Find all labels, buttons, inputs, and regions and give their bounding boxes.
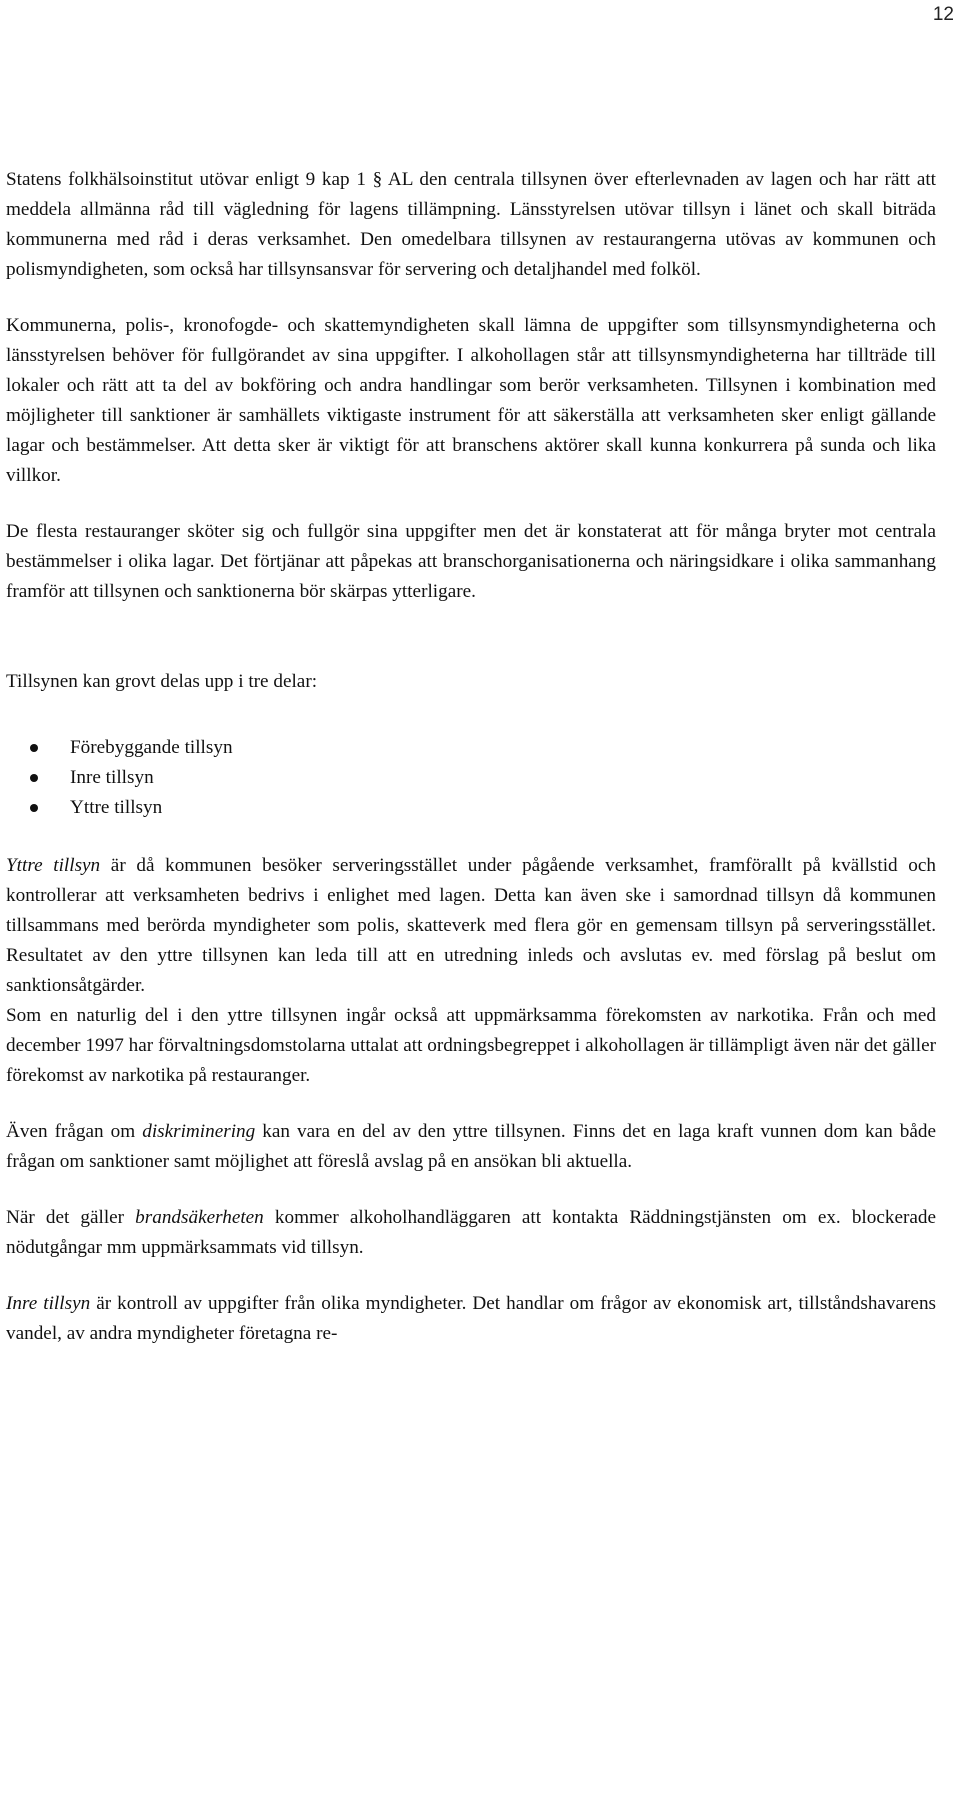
bullet-icon <box>30 804 38 812</box>
paragraph-text: kan vara en del av den yttre tillsynen. Finns det en laga kraft vunnen dom kan både frågan om sanktioner samt möjlighet att föreslå avslag på en ansökan bli aktuella. <box>6 1121 936 1172</box>
paragraph-external-supervision <box>6 851 936 1001</box>
paragraph-restaurant-compliance: De flesta restauranger sköter sig och fullgör sina uppgifter men det är konstaterat att för många bryter mot centrala bestämmelser i olika lagar. Det förtjänar att påpekas att branschorganisationerna och näringsidkare i olika sammanhang framför att tillsynen och sanktionerna bör skärpas ytterligare. <box>6 521 936 602</box>
paragraph-text: AL den centrala tillsynen över efterlevnaden av lagen och har rätt att meddela allmänna råd till vägledning för lagens tillämpning. Länsstyrelsen utövar tillsyn i länet och skall biträda kommunerna med råd i deras verksamhet. Den omedelbara tillsynen av restaurangerna utövas av kommunen och polismyndigheten, som också har tillsynsansvar för servering och detaljhandel med folköl. <box>6 169 936 280</box>
paragraph-internal-supervision <box>6 1289 936 1349</box>
paragraph-text: kommer alkoholhandläggaren att kontakta Räddningstjänsten om ex. blockerade nödutgångar mm uppmärksammats vid tillsyn. <box>6 1207 936 1258</box>
paragraph-narcotics: Som en naturlig del i den yttre tillsynen ingår också att uppmärksamma förekomsten av narkotika. Från och med december 1997 har förvaltningsdomstolarna uttalat att ordningsbegreppet i alkohollagen är tillämpligt även när det gäller förekomst av narkotika på restauranger. <box>6 1005 936 1086</box>
emphasis-term: diskriminering <box>142 1121 256 1142</box>
paragraph-supervision-authorities <box>6 165 936 285</box>
paragraph-text: är kontroll av uppgifter från olika myndigheter. Det handlar om frågor av ekonomisk art, tillståndshavarens vandel, av andra myndigheter företagna re- <box>6 1293 937 1344</box>
paragraph-text: Statens folkhälsoinstitut utövar enligt 9 kap 1 <box>6 169 366 190</box>
paragraph-text: När det gäller <box>6 1207 136 1228</box>
emphasis-term: Inre tillsyn <box>6 1293 91 1314</box>
paragraph-supervision-parts-intro: Tillsynen kan grovt delas upp i tre delar: <box>6 671 318 692</box>
paragraph-text: Även frågan om <box>6 1121 143 1142</box>
list-item: Inre tillsyn <box>6 763 936 793</box>
paragraph-information-duties: Kommunerna, polis-, kronofogde- och skattemyndigheten skall lämna de uppgifter som tillsynsmyndigheterna och länsstyrelsen behöver för fullgörandet av sina uppgifter. I alkohollagen står att tillsynsmyndigheterna har tillträde till lokaler och rätt att ta del av bokföring och andra handlingar som berör verksamheten. Tillsynen i kombination med möjligheter till sanktioner är samhällets viktigaste instrument för att säkerställa att verksamheten sker enligt gällande lagar och bestämmelser. Att detta sker är viktigt för att branschens aktörer skall kunna konkurrera på sunda och lika villkor. <box>6 315 936 486</box>
paragraph-fire-safety <box>6 1203 936 1263</box>
bullet-icon <box>30 744 38 752</box>
page-number: 12 <box>932 4 954 25</box>
supervision-types-list <box>6 733 936 823</box>
emphasis-term: brandsäkerheten <box>135 1207 264 1228</box>
emphasis-term: Yttre tillsyn <box>6 855 101 876</box>
list-item: Förebyggande tillsyn <box>6 733 936 763</box>
paragraph-discrimination <box>6 1117 936 1177</box>
list-item: Yttre tillsyn <box>6 793 936 823</box>
document-body <box>6 165 936 1349</box>
bullet-icon <box>30 774 38 782</box>
section-mark: § <box>372 169 383 190</box>
paragraph-text: är då kommunen besöker serveringsstället under pågående verksamhet, framförallt på kvällstid och kontrollerar att verksamheten bedrivs i enlighet med lagen. Detta kan även ske i samordnad tillsyn då kommunen tillsammans med berörda myndigheter som polis, skatteverk med flera gör en gemensam tillsyn på serveringsstället. Resultatet av den yttre tillsynen kan leda till att en utredning inleds och avslutas ev. med förslag på beslut om sanktionsåtgärder. <box>6 855 936 996</box>
